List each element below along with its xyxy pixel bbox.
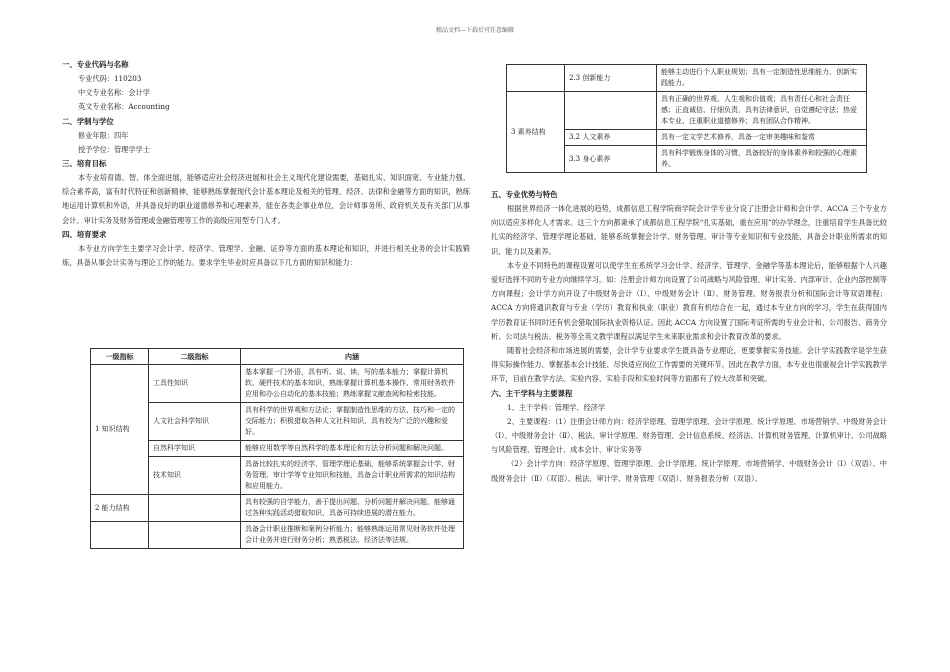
section-1-title: 一、专业代码与名称 — [62, 60, 129, 69]
table-row — [507, 92, 867, 130]
table-row — [507, 65, 867, 92]
section-2-title: 二、学制与学位 — [62, 116, 114, 126]
training-goal-text: 本专业培育德、智、体全面进展，能够适应社会经济进展和社会主义现代化建设需要，基础扎实、知识面宽、专业能力强、综合素养高，富有时代特征和创新精神，能够熟练掌握现代会计基本理论及相关的管理、经济、法律和金融等方面的知识，熟练地运用计算机和外语，并具备良好的职业道德修养和心理素养，能在各类企事业单位，会计师事务所、政府机关及有关部门从事会计、审计实务及财务管理或金融管理等工作的高级应用型专门人才。 — [62, 173, 470, 225]
main-courses-accounting: （2）会计学方向：经济学原理、管理学原理、会计学原理、统计学原理、市场营销学、中级财务会计（Ⅰ）（双语）、中级财务会计（Ⅱ）（双语）、税法、审计学、财务管理（双语）、财务报表分析（双语）、 — [491, 459, 887, 483]
major-name-cn: 中文专业名称：会计学 — [78, 88, 150, 98]
section-6-title: 六、主干学科与主要课程 — [491, 388, 573, 398]
row-name: 技术知识 — [149, 457, 241, 495]
left-column — [62, 58, 470, 270]
degree: 授予学位：管理学学士 — [78, 144, 150, 154]
right-column — [491, 188, 887, 486]
row-desc: 具有科学锻炼身体的习惯，具备较好的身体素养和较强的心理素养。 — [657, 146, 867, 173]
study-years: 修业年限：四年 — [78, 130, 129, 140]
row-desc: 具备比较扎实的经济学、管理学理论基础，能够系统掌握会计学、财务管理、审计学等专业知识和技能，具备会计职业所需求的知识结构和应用能力。 — [241, 457, 464, 495]
row-name: 工具性知识 — [149, 365, 241, 403]
row-desc: 具有较强的自学能力，善于提出问题、分析问题并解决问题，能够通过各种实践活动猎取知识，具备可持续进展的潜在能力。 — [241, 495, 464, 522]
advantages-para-1: 根据世界经济一体化进展的趋势，成都信息工程学院商学院会计学专业分设了注册会计师和会计学、ACCA 三个专业方向以适应多样化人才需求。这三个方向都秉承了成都信息工程学院“扎实基础，重在应用”的办学理念，注重培育学生具备比较扎实的经济学、管理学理论基础，能够系统掌握会计学、财务管理、审计等专业知识和专业技能，具备会计职业所需求的知识、能力以及素养。 — [491, 204, 887, 256]
advantages-para-2: 本专业不同特色的课程设置可以使学生在系统学习会计学、经济学、管理学、金融学等基本理论后，能够根据个人兴趣爱好选择不同的专业方向继续学习。如：注册会计师方向设置了公司战略与风险管理、审计实务、内部审计、企业内部控制等方向课程；会计学方向开设了中级财务会计（Ⅰ）、中级财务会计（Ⅱ）、财务管理、财务报表分析和国际会计等双语课程；ACCA 方向将通识教育与专业（学历）教育和执业（职业）教育有机结合在一起，通过本专业方向的学习，学生在获得国内学历教育证书同时还有机会猎取国际执业资格认证。因此 ACCA 方向设置了国际考证所需的专业会计和、公司报告、商务分析、公司法与税法、税务等全英文教学课程以满足学生未来职业需求和会计教育改革的要求。 — [491, 260, 887, 341]
header-level-2: 二级指标 — [149, 349, 241, 365]
row-name — [565, 92, 657, 130]
row-desc: 具备会计职业推断和案例分析能力；能够熟练运用常见财务软件处理会计业务并进行财务分析；熟悉税法、经济法等法规。 — [241, 522, 464, 549]
section-4-title: 四、培育要求 — [62, 229, 107, 239]
row-desc: 具有一定文学艺术修养，具备一定审美趣味和鉴赏 — [657, 130, 867, 146]
advantages-para-3: 随着社会经济和市场进展的需要，会计学专业要求学生既具备专业理论，更要掌握实务技能。会计学实践教学是学生获得实际操作能力、掌握基本会计技能、尽快适应岗位工作需要的关键环节。因此在教学方面，本专业也很重视会计学实践教学环节，目前在教学方法、实验内容、实验手段和实验时间等方面都有了较大改革和突破。 — [491, 346, 887, 384]
table-row — [91, 365, 464, 403]
row-name: 人文社会科学知识 — [149, 403, 241, 441]
major-name-en: 英文专业名称：Accounting — [78, 102, 170, 112]
section-3-title: 三、培育目标 — [62, 159, 107, 169]
row-name — [149, 495, 241, 522]
row-name: 3.2 人文素养 — [565, 130, 657, 146]
row-desc: 能够主动进行个人职业规划；具有一定制造性思维能力、创新实践能力。 — [657, 65, 867, 92]
row-name: 2.3 创新能力 — [565, 65, 657, 92]
training-requirements-text: 本专业方向学生主要学习会计学、经济学、管理学、金融、证券等方面的基本理论和知识，并进行相关业务的会计实践锻炼，具备从事会计实务与理论工作的能力。要求学生毕业时应具备以下几方面的知识和能力： — [62, 243, 470, 268]
row-name: 自然科学知识 — [149, 441, 241, 457]
row-desc: 具有正确的世界观、人生观和价值观；具有责任心和社会责任感；正直诚信、仔细负责，具有法律意识，自觉遵纪守法；热爱本专业、注重职业道德修养；具有团队合作精神。 — [657, 92, 867, 130]
main-disciplines: 1、主干学科：管理学、经济学 — [507, 402, 606, 412]
requirements-table — [90, 348, 464, 549]
group-quality: 3 素养结构 — [507, 92, 565, 173]
group-empty — [507, 65, 565, 92]
group-ability: 2 能力结构 — [91, 495, 149, 522]
section-5-title: 五、专业优势与特色 — [491, 190, 558, 199]
table-header-row — [91, 349, 464, 365]
requirements-table-continued — [506, 64, 867, 173]
row-desc: 基本掌握一门外语，具有听、说、读、写的基本能力；掌握计算机软、硬件技术的基本知识，熟练掌握计算机基本操作、常用财务软件应用和办公自动化的基本技能；熟练掌握文献查阅和检索技能。 — [241, 365, 464, 403]
row-name: 3.3 身心素养 — [565, 146, 657, 173]
table-row — [91, 522, 464, 549]
main-courses-cpa: 2、主要课程：（1）注册会计师方向：经济学原理、管理学原理、会计学原理、统计学原理、市场营销学、中级财务会计（Ⅰ）、中级财务会计（Ⅱ）、税法、审计学原理、财务管理、会计信息系统、经济法、计算机财务管理、计算机审计、公司战略与风险管理、管理会计、成本会计、审计实务等 — [491, 416, 887, 455]
group-empty — [91, 522, 149, 549]
group-knowledge: 1 知识结构 — [91, 365, 149, 495]
row-name — [149, 522, 241, 549]
watermark: 精品文档---下载后可任意编辑 — [435, 27, 515, 34]
row-desc: 具有科学的世界观和方法论；掌握制造性思维的方法、技巧和一定的交际能力；积极猎取各种人文社科知识，具有较为广泛的兴趣和爱好。 — [241, 403, 464, 441]
row-desc: 能够应用数学等自然科学的基本理论和方法分析问题和解决问题。 — [241, 441, 464, 457]
header-content: 内涵 — [241, 349, 464, 365]
major-code: 专业代码：110203 — [78, 74, 142, 83]
table-row — [91, 495, 464, 522]
header-level-1: 一级指标 — [91, 349, 149, 365]
